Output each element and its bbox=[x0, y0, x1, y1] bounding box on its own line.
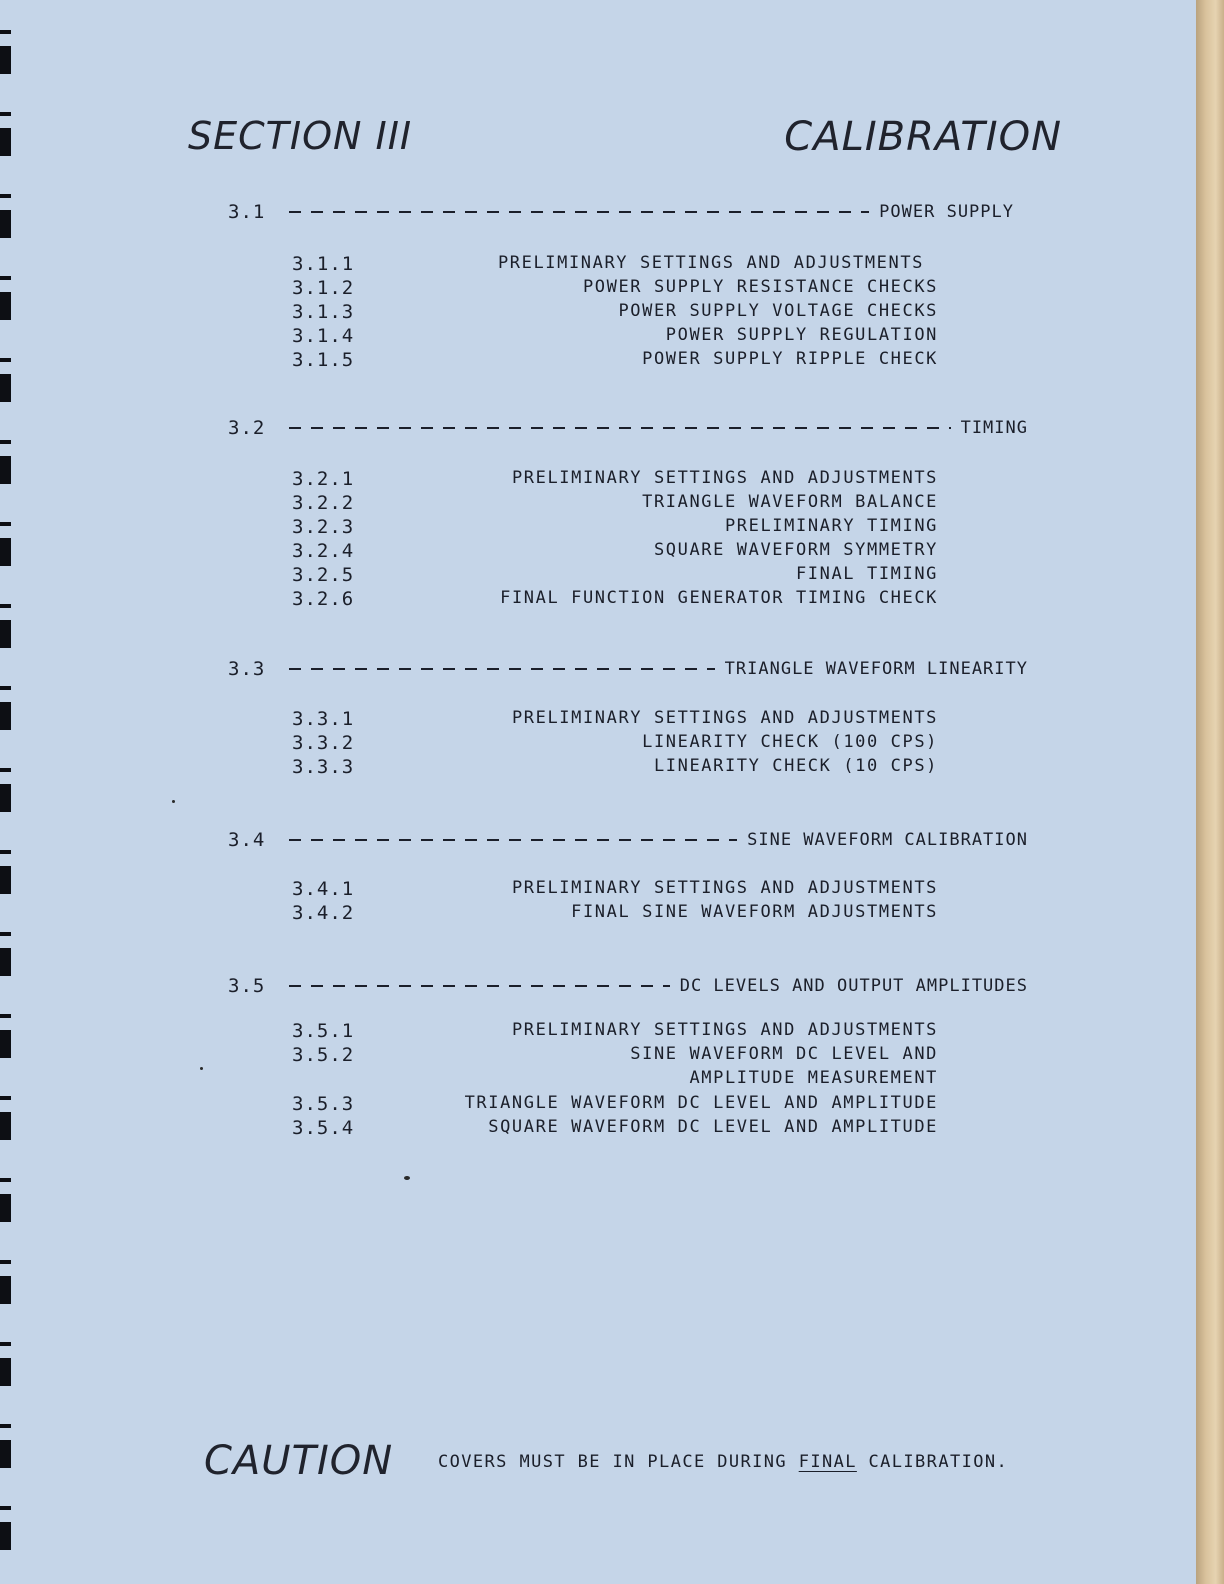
item-number: 3.1.3 bbox=[292, 301, 355, 323]
section-number: 3.1 bbox=[228, 201, 266, 223]
item-number: 3.3.2 bbox=[292, 732, 355, 754]
item-text: POWER SUPPLY REGULATION bbox=[665, 325, 938, 345]
item-number: 3.4.1 bbox=[292, 878, 355, 900]
item-number: 3.2.6 bbox=[292, 588, 355, 610]
binding-hole bbox=[0, 1194, 11, 1222]
section-number: 3.4 bbox=[228, 829, 266, 851]
paper-speck bbox=[404, 1176, 410, 1180]
item-number: 3.1.4 bbox=[292, 325, 355, 347]
leader-dashes bbox=[289, 839, 737, 841]
binding-hole bbox=[0, 538, 11, 566]
item-text: FINAL SINE WAVEFORM ADJUSTMENTS bbox=[571, 902, 938, 922]
item-3-5-2 bbox=[292, 1044, 938, 1068]
item-number: 3.3.1 bbox=[292, 708, 355, 730]
item-3-1-3 bbox=[292, 301, 938, 325]
item-3-2-4 bbox=[292, 540, 938, 564]
item-3-1-5 bbox=[292, 349, 938, 373]
binding-hole bbox=[0, 948, 11, 976]
item-text: LINEARITY CHECK (100 CPS) bbox=[642, 732, 938, 752]
section-heading: SECTION III bbox=[188, 114, 413, 158]
section-number: 3.5 bbox=[228, 975, 266, 997]
item-3-2-3 bbox=[292, 516, 938, 540]
item-text: SQUARE WAVEFORM DC LEVEL AND AMPLITUDE bbox=[488, 1117, 938, 1137]
binding-hole bbox=[0, 866, 11, 894]
item-3-4-1 bbox=[292, 878, 938, 902]
binding-hole bbox=[0, 1522, 11, 1550]
paper-speck bbox=[172, 800, 175, 803]
section-line-3-3 bbox=[228, 657, 1028, 681]
item-text: POWER SUPPLY VOLTAGE CHECKS bbox=[618, 301, 938, 321]
item-text: FINAL FUNCTION GENERATOR TIMING CHECK bbox=[500, 588, 938, 608]
item-number: 3.2.4 bbox=[292, 540, 355, 562]
binding-hole bbox=[0, 456, 11, 484]
item-number: 3.2.5 bbox=[292, 564, 355, 586]
binding-hole bbox=[0, 702, 11, 730]
binding-hole bbox=[0, 1112, 11, 1140]
binding-hole bbox=[0, 784, 11, 812]
leader-dashes bbox=[289, 985, 669, 987]
item-number: 3.2.3 bbox=[292, 516, 355, 538]
section-number: 3.3 bbox=[228, 658, 266, 680]
item-number: 3.1.1 bbox=[292, 253, 355, 275]
binding-holes bbox=[0, 0, 14, 1584]
section-line-3-1 bbox=[228, 200, 1014, 224]
binding-hole bbox=[0, 1276, 11, 1304]
item-text: TRIANGLE WAVEFORM BALANCE bbox=[642, 492, 938, 512]
item-text: POWER SUPPLY RIPPLE CHECK bbox=[642, 349, 938, 369]
item-number: 3.4.2 bbox=[292, 902, 355, 924]
binding-hole bbox=[0, 620, 11, 648]
item-number: 3.1.2 bbox=[292, 277, 355, 299]
leader-dashes bbox=[289, 668, 714, 670]
item-text: PRELIMINARY TIMING bbox=[724, 516, 938, 536]
caution-text-after: CALIBRATION. bbox=[856, 1452, 1009, 1472]
binding-hole bbox=[0, 1030, 11, 1058]
item-text: PRELIMINARY SETTINGS AND ADJUSTMENTS bbox=[511, 878, 938, 898]
item-text: FINAL TIMING bbox=[795, 564, 938, 584]
caution-text bbox=[438, 1452, 1008, 1472]
binding-hole bbox=[0, 1358, 11, 1386]
section-line-3-5 bbox=[228, 974, 1028, 998]
item-number: 3.5.2 bbox=[292, 1044, 355, 1066]
paper-speck bbox=[200, 1067, 203, 1070]
item-3-2-1 bbox=[292, 468, 938, 492]
item-3-5-1 bbox=[292, 1020, 938, 1044]
item-3-5-4 bbox=[292, 1117, 938, 1141]
section-number: 3.2 bbox=[228, 417, 266, 439]
item-3-2-2 bbox=[292, 492, 938, 516]
item-text: POWER SUPPLY RESISTANCE CHECKS bbox=[582, 277, 938, 297]
chapter-title: CALIBRATION bbox=[784, 114, 1062, 160]
caution-label: CAUTION bbox=[204, 1438, 394, 1484]
item-3-1-1 bbox=[292, 253, 924, 277]
page-edge bbox=[1196, 0, 1224, 1584]
item-number: 3.3.3 bbox=[292, 756, 355, 778]
binding-hole bbox=[0, 374, 11, 402]
section-line-3-2 bbox=[228, 416, 1028, 440]
item-3-4-2 bbox=[292, 902, 938, 926]
section-title: DC LEVELS AND OUTPUT AMPLITUDES bbox=[679, 976, 1028, 996]
item-number: 3.2.1 bbox=[292, 468, 355, 490]
caution-text-before: COVERS MUST BE IN PLACE DURING bbox=[438, 1452, 799, 1472]
item-3-5-2-continued bbox=[292, 1068, 938, 1092]
leader-dashes bbox=[289, 211, 869, 213]
section-line-3-4 bbox=[228, 828, 1028, 852]
item-3-5-3 bbox=[292, 1093, 938, 1117]
item-number: 3.1.5 bbox=[292, 349, 355, 371]
item-3-3-2 bbox=[292, 732, 938, 756]
item-3-3-3 bbox=[292, 756, 938, 780]
binding-hole bbox=[0, 46, 11, 74]
binding-hole bbox=[0, 210, 11, 238]
item-3-1-2 bbox=[292, 277, 938, 301]
item-number: 3.2.2 bbox=[292, 492, 355, 514]
item-text: LINEARITY CHECK (10 CPS) bbox=[653, 756, 938, 776]
item-3-2-6 bbox=[292, 588, 938, 612]
item-text: PRELIMINARY SETTINGS AND ADJUSTMENTS bbox=[511, 468, 938, 488]
item-number: 3.5.4 bbox=[292, 1117, 355, 1139]
item-3-1-4 bbox=[292, 325, 938, 349]
section-title: TRIANGLE WAVEFORM LINEARITY bbox=[724, 659, 1028, 679]
item-text: SQUARE WAVEFORM SYMMETRY bbox=[653, 540, 938, 560]
section-title: TIMING bbox=[960, 418, 1028, 438]
item-text: SINE WAVEFORM DC LEVEL AND bbox=[630, 1044, 938, 1064]
item-text: TRIANGLE WAVEFORM DC LEVEL AND AMPLITUDE bbox=[464, 1093, 938, 1113]
caution-emphasis: FINAL bbox=[798, 1452, 857, 1472]
section-title: SINE WAVEFORM CALIBRATION bbox=[747, 830, 1028, 850]
item-number: 3.5.3 bbox=[292, 1093, 355, 1115]
item-text: PRELIMINARY SETTINGS AND ADJUSTMENTS bbox=[511, 708, 938, 728]
section-title: POWER SUPPLY bbox=[879, 202, 1014, 222]
leader-dashes bbox=[289, 427, 950, 429]
item-text-continued: AMPLITUDE MEASUREMENT bbox=[689, 1068, 938, 1088]
item-3-2-5 bbox=[292, 564, 938, 588]
item-text: PRELIMINARY SETTINGS AND ADJUSTMENTS bbox=[497, 253, 924, 273]
item-3-3-1 bbox=[292, 708, 938, 732]
item-text: PRELIMINARY SETTINGS AND ADJUSTMENTS bbox=[511, 1020, 938, 1040]
binding-hole bbox=[0, 292, 11, 320]
item-number: 3.5.1 bbox=[292, 1020, 355, 1042]
binding-hole bbox=[0, 128, 11, 156]
binding-hole bbox=[0, 1440, 11, 1468]
